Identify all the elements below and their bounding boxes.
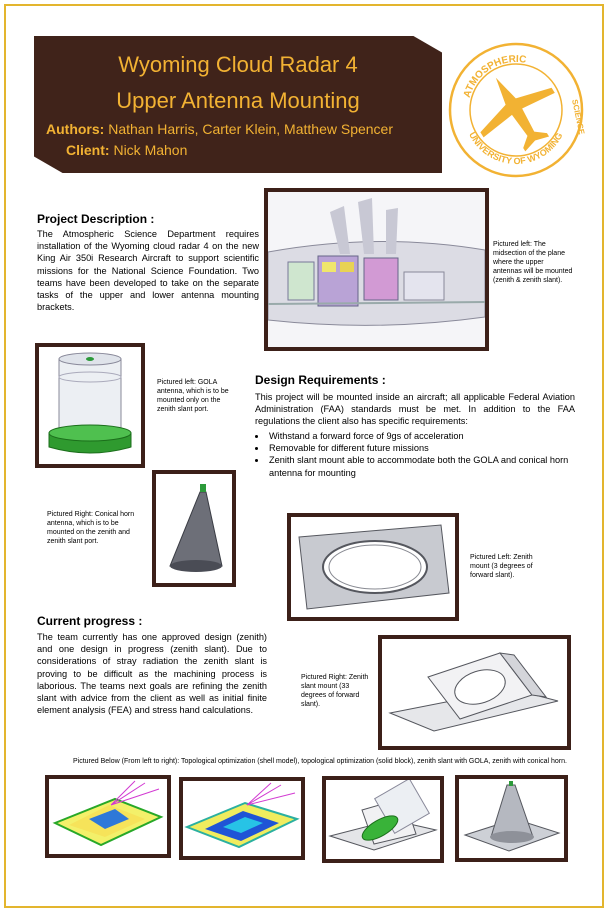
plane-caption: Pictured left: The midsection of the plane where the upper antennas will be mounted (zenith & zenith slant). <box>493 241 573 284</box>
authors-names: Nathan Harris, Carter Klein, Matthew Spencer <box>108 121 394 137</box>
zenith-slant-mount-image <box>378 635 571 750</box>
zenith-caption: Pictured Left: Zenith mount (3 degrees of forward slant). <box>470 554 533 579</box>
zenith-mount-image <box>287 513 459 621</box>
project-text: The Atmospheric Science Department requires installation of the Wyoming cloud radar 4 on the new King Air 350i Research Aircraft to support scientific missions for the National Science Foundation. Two teams have been developed to take on the separate tasks of the upper and lower antenna mounting brackets. <box>37 229 259 313</box>
title-line-1: Wyoming Cloud Radar 4 <box>118 52 358 77</box>
client-label: Client: <box>66 142 110 158</box>
authors-line <box>46 121 393 137</box>
slant-gola-image <box>322 776 444 863</box>
requirement-item: • Withstand a forward force of 9gs of acceleration <box>267 430 575 442</box>
client-line <box>66 142 187 158</box>
design-text: This project will be mounted inside an aircraft; all applicable Federal Aviation Administration (FAA) standards must be met. In addition to the FAA regulations the client also has specific requirements: <box>255 392 575 427</box>
requirement-item: • Zenith slant mount able to accommodate both the GOLA and conical horn antenna for mounting <box>267 454 575 478</box>
bottom-images-caption: Pictured Below (From left to right): Topological optimization (shell model), topological optimization (solid block), zenith slant with GOLA, zenith with conical horn. <box>73 758 567 765</box>
slant-caption: Pictured Right: Zenith slant mount (33 degrees of forward slant). <box>301 674 369 708</box>
progress-text: The team currently has one approved design (zenith) and one design in progress (zenith slant). Due to considerations of stray radiation the zenith slant is proving to be difficult as the machining process is laborious. The teams next goals are refining the zenith slant with advice from the client as well as initial finite element analysis (FEA) and stress hand calculations. <box>37 632 267 716</box>
horn-caption: Pictured Right: Conical horn antenna, which is to be mounted on the zenith and zenith slant port. <box>47 511 135 545</box>
topology-shell-image <box>45 775 171 858</box>
logo-top-text: ATMOSPHERIC <box>461 53 527 100</box>
title-line-2: Upper Antenna Mounting <box>116 88 360 113</box>
plane-midsection-image <box>264 188 489 351</box>
conical-horn-image <box>152 470 236 587</box>
gola-antenna-image <box>35 343 145 468</box>
topology-solid-image <box>179 777 305 860</box>
zenith-horn-image <box>455 775 568 862</box>
requirement-item: • Removable for different future missions <box>267 442 575 454</box>
design-requirements-list <box>255 430 575 479</box>
design-heading: Design Requirements : <box>255 373 386 387</box>
progress-heading: Current progress : <box>37 614 143 628</box>
atmospheric-science-logo <box>446 40 586 180</box>
svg-text:UNIVERSITY OF WYOMING <box>467 130 564 166</box>
logo-right-text: SCIENCE <box>570 98 586 136</box>
project-heading: Project Description : <box>37 212 155 226</box>
gola-caption: Pictured left: GOLA antenna, which is to be mounted only on the zenith slant port. <box>157 379 229 413</box>
authors-label: Authors: <box>46 121 105 137</box>
logo-bottom-text: UNIVERSITY OF WYOMING <box>467 130 565 167</box>
client-name: Nick Mahon <box>113 142 188 158</box>
